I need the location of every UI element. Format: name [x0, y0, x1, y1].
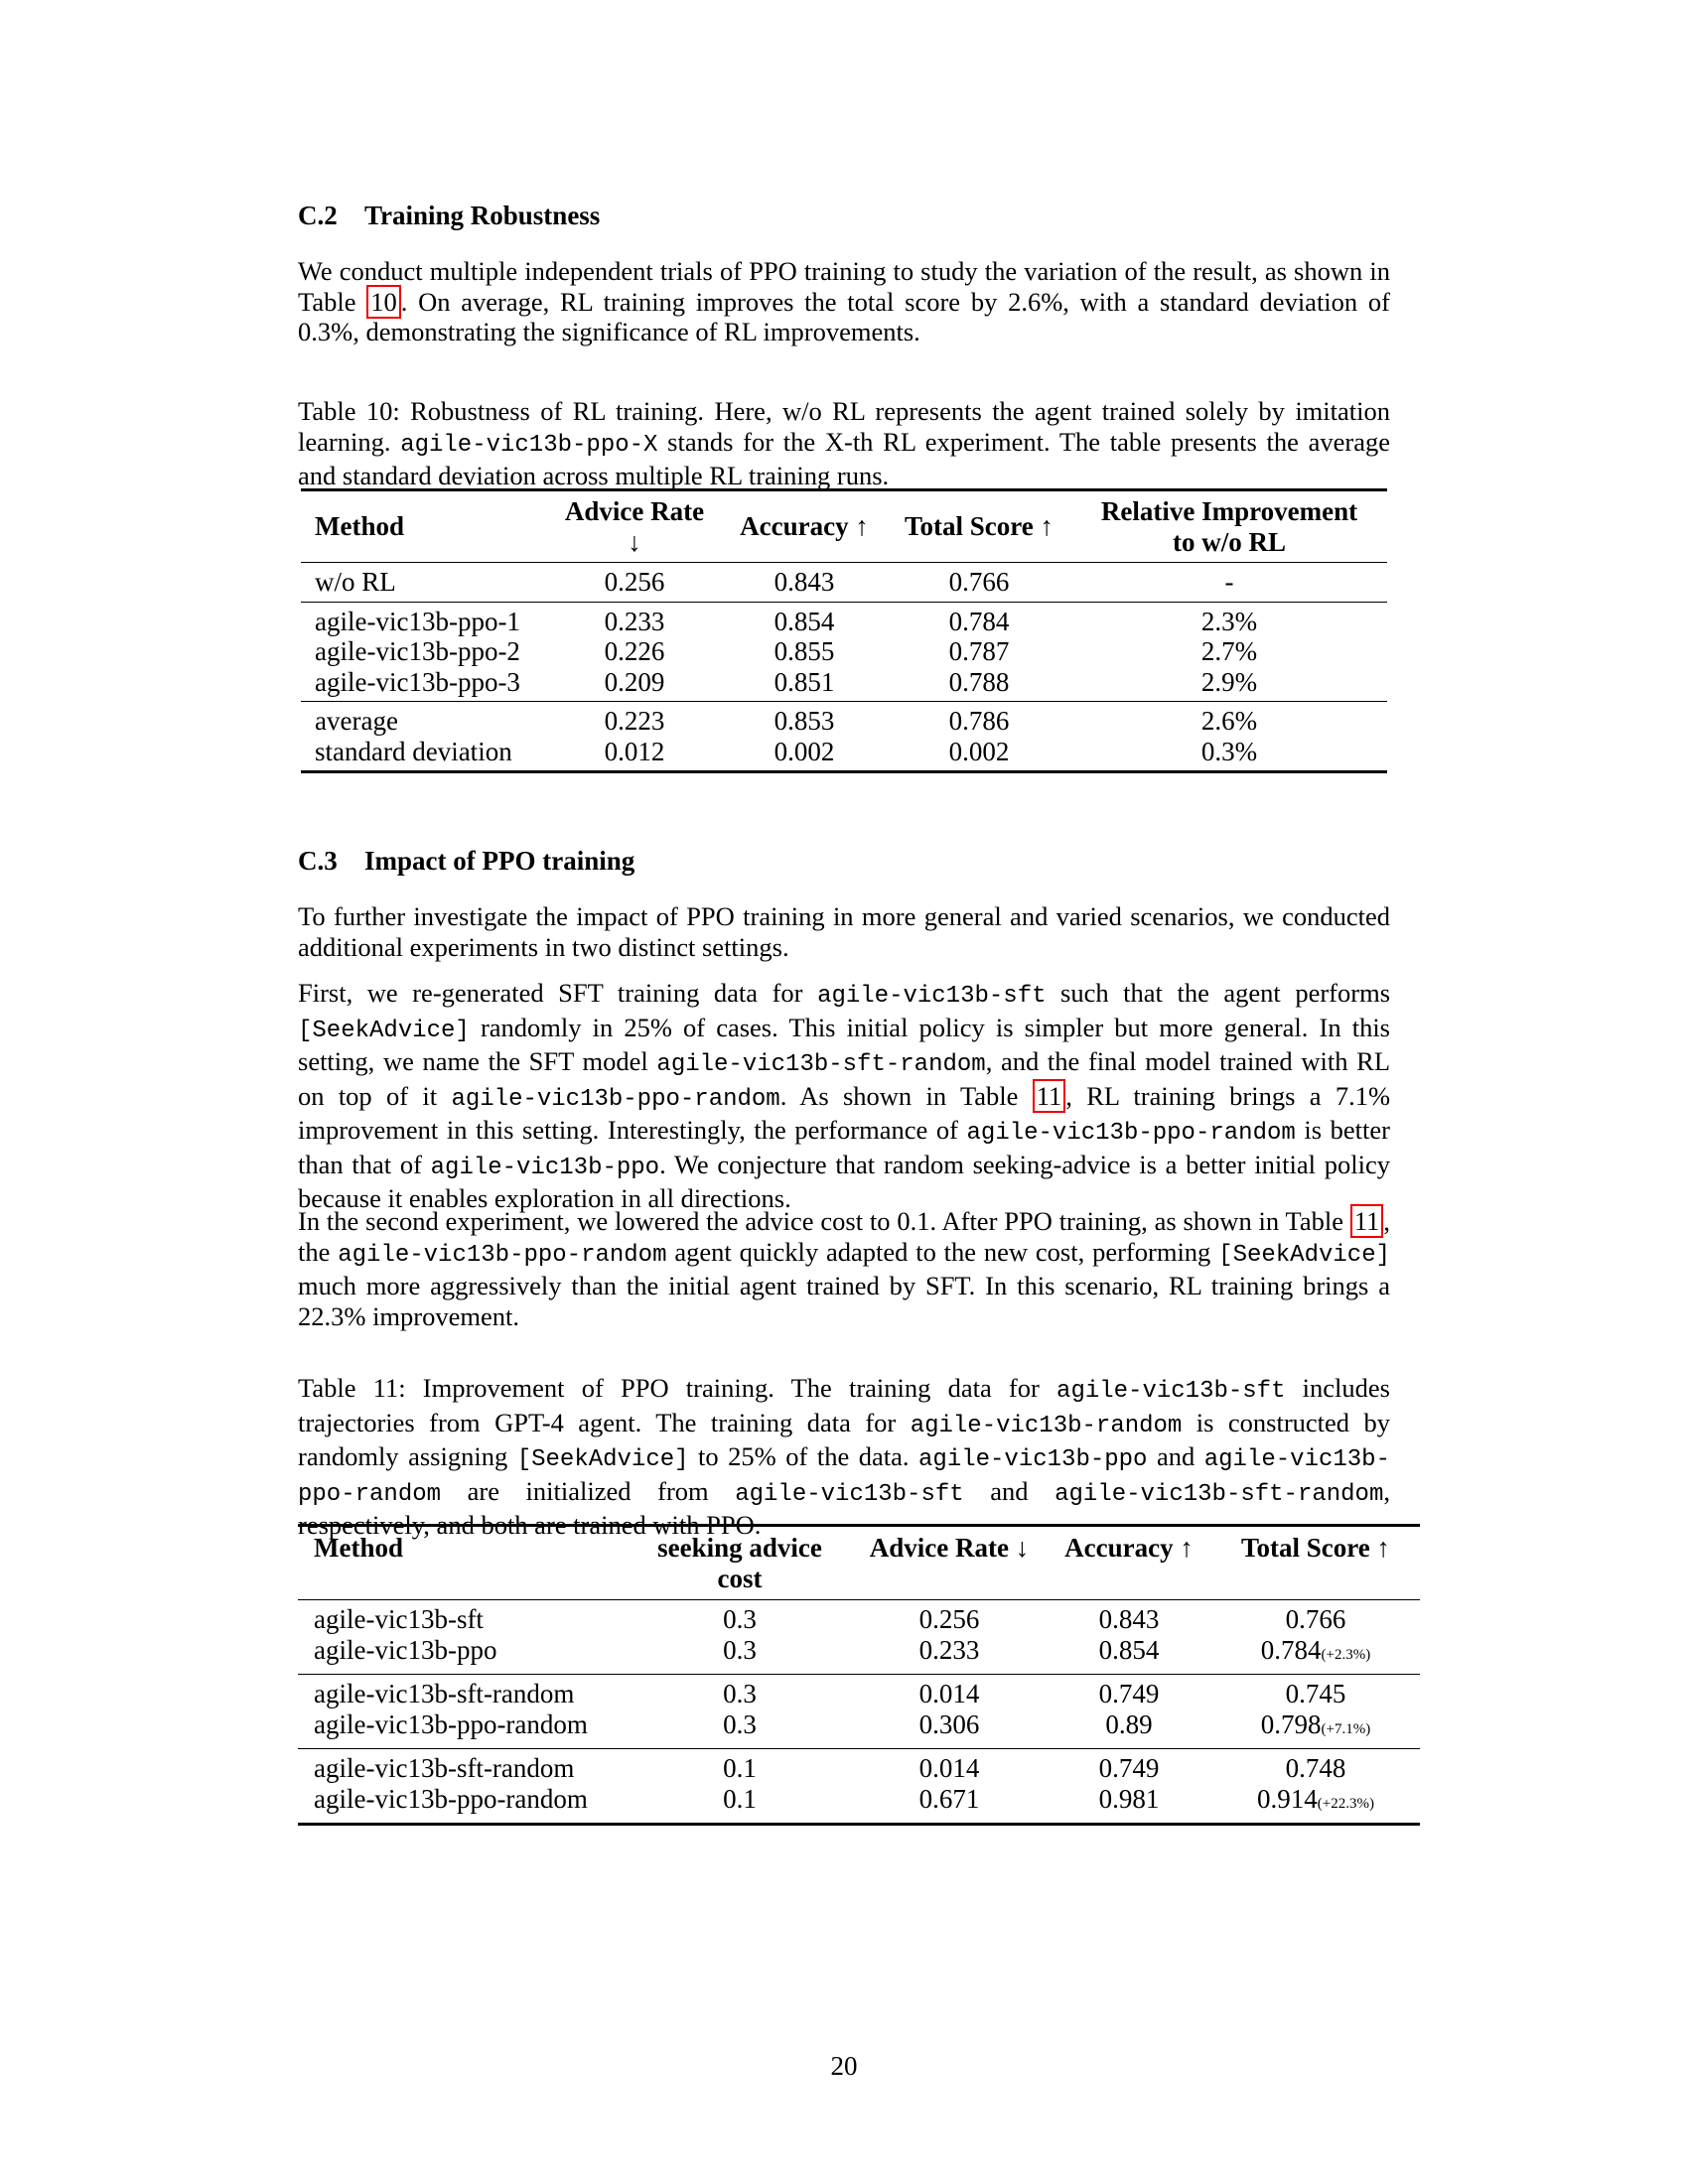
text-run: includes trajectories from GPT-4 agent. The training data for	[298, 1373, 1390, 1437]
cell-value: 0.854	[1098, 1634, 1160, 1665]
cell-value: 0.766	[1285, 1604, 1346, 1634]
cell-value: 0.89	[1105, 1708, 1153, 1739]
cell-value: 0.843	[1098, 1604, 1160, 1634]
table-row	[298, 1709, 1420, 1749]
text-run: and	[963, 1475, 1055, 1506]
table-cell: 0.3%	[1200, 736, 1258, 766]
cell-value: 0.671	[918, 1783, 980, 1814]
code-run: [SeekAdvice]	[298, 1017, 470, 1044]
table-ref-link[interactable]: 11	[1033, 1079, 1066, 1113]
cell-value: 0.748	[1285, 1753, 1346, 1783]
table-cell: 0.256	[604, 567, 665, 597]
table-cell: 0.209	[604, 666, 665, 697]
improvement-note: (+22.3%)	[1317, 1795, 1374, 1812]
table-cell	[298, 1600, 628, 1635]
header-line: Relative Improvement	[1100, 496, 1358, 526]
table-cell	[298, 1784, 628, 1825]
table-cell: agile-vic13b-ppo-3	[315, 666, 520, 697]
code-run: agile-vic13b-ppo	[430, 1154, 660, 1181]
table-cell: 0.223	[604, 706, 665, 736]
table-cell: 2.7%	[1200, 636, 1258, 666]
table-cell: 0.843	[774, 567, 835, 597]
table-cell	[1211, 1709, 1420, 1749]
table-header-row	[301, 490, 1387, 563]
table-row	[301, 667, 1387, 702]
table-cell: 0.851	[774, 666, 835, 697]
table-cell	[852, 1784, 1047, 1825]
table-cell	[628, 1675, 852, 1709]
code-run: agile-vic13b-ppo-X	[400, 431, 658, 459]
table-cell: 0.002	[774, 736, 835, 766]
cell-value: 0.1	[723, 1753, 757, 1783]
table-cell: -	[1224, 567, 1234, 597]
table-cell	[1211, 1749, 1420, 1784]
text-run: much more aggressively than the initial agent trained by SFT. In this scenario, RL training brings a 22.3% improvement.	[298, 1271, 1390, 1331]
text-run: . We conjecture that random seeking-advice is a better initial policy because it enables exploration in all directions.	[298, 1149, 1390, 1213]
code-run: agile-vic13b-sft-random	[656, 1051, 986, 1078]
table-row	[298, 1749, 1420, 1784]
table-cell: 0.766	[948, 567, 1010, 597]
text-run: to 25% of the data.	[688, 1441, 919, 1471]
table10	[301, 488, 1387, 773]
text-run: stands for the X-th RL experiment. The table presents the average and standard deviation across multiple RL training runs.	[298, 426, 1391, 490]
improvement-note: (+7.1%)	[1321, 1720, 1371, 1737]
text-run: and	[1147, 1441, 1204, 1471]
table-cell	[1047, 1635, 1211, 1675]
table-cell: 2.9%	[1200, 666, 1258, 697]
text-run: . As shown in Table	[779, 1080, 1033, 1111]
paragraph-c3-2	[298, 978, 1390, 1214]
cell-value: 0.749	[1098, 1753, 1160, 1783]
text-run: Table 10: Robustness of RL training. Here, w/o RL represents the agent trained solely by imitation learning.	[298, 396, 1390, 457]
col-header: seeking advice cost	[657, 1533, 822, 1593]
table-ref-link[interactable]: 11	[1350, 1204, 1384, 1238]
table-row	[301, 702, 1387, 737]
code-run: agile-vic13b-ppo-random	[338, 1241, 667, 1269]
text-run: First, we re-generated SFT training data for	[298, 978, 818, 1008]
table-cell	[628, 1600, 852, 1635]
table-cell	[1047, 1675, 1211, 1709]
col-header: Advice Rate ↓	[564, 496, 705, 557]
table-cell	[852, 1675, 1047, 1709]
table-cell: 0.002	[948, 736, 1010, 766]
text-run: Table 11: Improvement of PPO training. The training data for	[298, 1373, 1057, 1403]
text-run: is better than that of	[298, 1115, 1390, 1179]
code-run: agile-vic13b-ppo-random	[298, 1446, 1390, 1508]
cell-value: 0.3	[723, 1679, 757, 1708]
table-cell	[1211, 1784, 1420, 1825]
table-cell	[1211, 1600, 1420, 1635]
col-header: Advice Rate ↓	[869, 1533, 1030, 1563]
code-run: [SeekAdvice]	[516, 1446, 689, 1473]
cell-value: agile-vic13b-ppo-random	[314, 1708, 588, 1739]
table-cell: 0.854	[774, 606, 835, 636]
code-run: [SeekAdvice]	[1218, 1241, 1390, 1269]
table-cell: w/o RL	[315, 567, 396, 597]
code-run: agile-vic13b-ppo-random	[966, 1120, 1296, 1147]
cell-value: 0.1	[723, 1783, 757, 1814]
table-cell	[852, 1749, 1047, 1784]
table-cell	[1211, 1675, 1420, 1709]
text-run: , respectively, and both are trained with PPO.	[298, 1475, 1390, 1540]
text-run: agent quickly adapted to the new cost, performing	[666, 1236, 1219, 1267]
table-cell: 0.788	[948, 666, 1010, 697]
section-number: C.3	[298, 846, 338, 876]
code-run: agile-vic13b-ppo	[918, 1446, 1148, 1473]
text-run: . On average, RL training improves the total score by 2.6%, with a standard deviation of 0.3%, demonstrating the significance of RL improvements.	[298, 286, 1390, 346]
col-header: Accuracy ↑	[1064, 1533, 1194, 1563]
cell-value: 0.784	[1260, 1634, 1322, 1665]
table-row	[301, 737, 1387, 772]
table-row	[298, 1635, 1420, 1675]
page-number: 20	[830, 2051, 858, 2081]
table-cell: 0.853	[774, 706, 835, 736]
code-run: agile-vic13b-random	[910, 1412, 1183, 1439]
table-header-row	[298, 1526, 1420, 1600]
cell-value: 0.014	[918, 1679, 980, 1708]
section-heading-c3	[298, 846, 634, 877]
table-cell: standard deviation	[315, 736, 512, 766]
table-cell	[298, 1749, 628, 1784]
text-run: randomly in 25% of cases. This initial policy is simpler but more general. In this setting, we name the SFT model	[298, 1012, 1390, 1076]
table-cell: average	[315, 706, 398, 736]
text-run: We conduct multiple independent trials of PPO training to study the variation of the result, as shown in Table	[298, 256, 1390, 317]
code-run: agile-vic13b-sft	[735, 1480, 964, 1508]
cell-value: 0.3	[723, 1634, 757, 1665]
text-run: is constructed by randomly assigning	[298, 1407, 1391, 1471]
cell-value: agile-vic13b-sft-random	[314, 1679, 575, 1708]
table-row	[301, 636, 1387, 667]
paragraph-c2	[298, 256, 1390, 347]
cell-value: 0.3	[723, 1604, 757, 1634]
table-cell: 0.855	[774, 636, 835, 666]
cell-value: 0.014	[918, 1753, 980, 1783]
header-line: to w/o RL	[1173, 526, 1286, 557]
code-run: agile-vic13b-sft-random	[1055, 1480, 1384, 1508]
table-cell: 2.3%	[1200, 606, 1258, 636]
table-cell: 0.784	[948, 606, 1010, 636]
cell-value: 0.749	[1098, 1679, 1160, 1708]
code-run: agile-vic13b-sft	[817, 983, 1047, 1010]
cell-value: agile-vic13b-ppo	[314, 1634, 497, 1665]
cell-value: 0.306	[918, 1708, 980, 1739]
paragraph-c3-1: To further investigate the impact of PPO training in more general and varied scenarios, we conducted additional experiments in two distinct settings.	[298, 901, 1390, 962]
table-cell	[1047, 1709, 1211, 1749]
improvement-note: (+2.3%)	[1321, 1646, 1371, 1663]
cell-value: 0.914	[1257, 1783, 1318, 1814]
table-cell	[628, 1749, 852, 1784]
table-cell: 0.786	[948, 706, 1010, 736]
col-header	[1071, 490, 1387, 563]
table-cell	[628, 1635, 852, 1675]
cell-value: 0.981	[1098, 1783, 1160, 1814]
table-cell	[628, 1709, 852, 1749]
cell-value: 0.798	[1260, 1708, 1322, 1739]
table-cell	[1047, 1749, 1211, 1784]
table-ref-link[interactable]: 10	[366, 285, 401, 319]
table-cell	[852, 1600, 1047, 1635]
text-run: such that the agent performs	[1046, 978, 1391, 1008]
table-cell	[1047, 1600, 1211, 1635]
text-run: , the	[298, 1206, 1390, 1267]
table11	[298, 1524, 1420, 1826]
table-cell	[298, 1709, 628, 1749]
table-cell: agile-vic13b-ppo-2	[315, 636, 520, 666]
text-run: In the second experiment, we lowered the advice cost to 0.1. After PPO training, as shown in Table	[298, 1206, 1350, 1236]
table-cell: 0.787	[948, 636, 1010, 666]
table-row	[301, 602, 1387, 636]
section-heading-c2	[298, 201, 600, 231]
col-header: Accuracy ↑	[740, 511, 869, 542]
table-cell	[1211, 1635, 1420, 1675]
section-number: C.2	[298, 201, 338, 230]
code-run: agile-vic13b-sft	[1056, 1378, 1286, 1405]
text-run: , RL training brings a 7.1% improvement in this setting. Interestingly, the performance of	[298, 1080, 1391, 1145]
code-run: agile-vic13b-ppo-random	[451, 1085, 780, 1113]
section-title: Impact of PPO training	[364, 846, 635, 876]
text-run: , and the final model trained with RL on top of it	[298, 1046, 1391, 1111]
table10-caption	[298, 396, 1390, 491]
cell-value: agile-vic13b-sft-random	[314, 1753, 575, 1783]
col-header: Total Score ↑	[1240, 1533, 1390, 1563]
cell-value: 0.256	[918, 1604, 980, 1634]
cell-value: agile-vic13b-sft	[314, 1604, 484, 1634]
cell-value: agile-vic13b-ppo-random	[314, 1783, 588, 1814]
paragraph-c3-3	[298, 1206, 1390, 1331]
table-cell	[298, 1675, 628, 1709]
cell-value: 0.233	[918, 1634, 980, 1665]
table-cell: 0.233	[604, 606, 665, 636]
table-row	[298, 1784, 1420, 1825]
table-row	[298, 1675, 1420, 1709]
col-header: Total Score ↑	[904, 511, 1054, 542]
table-row	[301, 563, 1387, 603]
table-cell	[298, 1635, 628, 1675]
table-row	[298, 1600, 1420, 1635]
table-cell: agile-vic13b-ppo-1	[315, 606, 520, 636]
col-header: Method	[314, 1533, 403, 1563]
section-title: Training Robustness	[364, 201, 601, 230]
cell-value: 0.745	[1285, 1679, 1346, 1708]
text-run: are initialized from	[441, 1475, 736, 1506]
table11-caption	[298, 1373, 1390, 1541]
table-cell	[852, 1709, 1047, 1749]
table-cell	[628, 1784, 852, 1825]
table-cell: 0.226	[604, 636, 665, 666]
table-cell: 0.012	[604, 736, 665, 766]
table-cell	[852, 1635, 1047, 1675]
col-header: Method	[315, 511, 404, 542]
table-cell	[1047, 1784, 1211, 1825]
table-cell: 2.6%	[1200, 706, 1258, 736]
cell-value: 0.3	[723, 1708, 757, 1739]
